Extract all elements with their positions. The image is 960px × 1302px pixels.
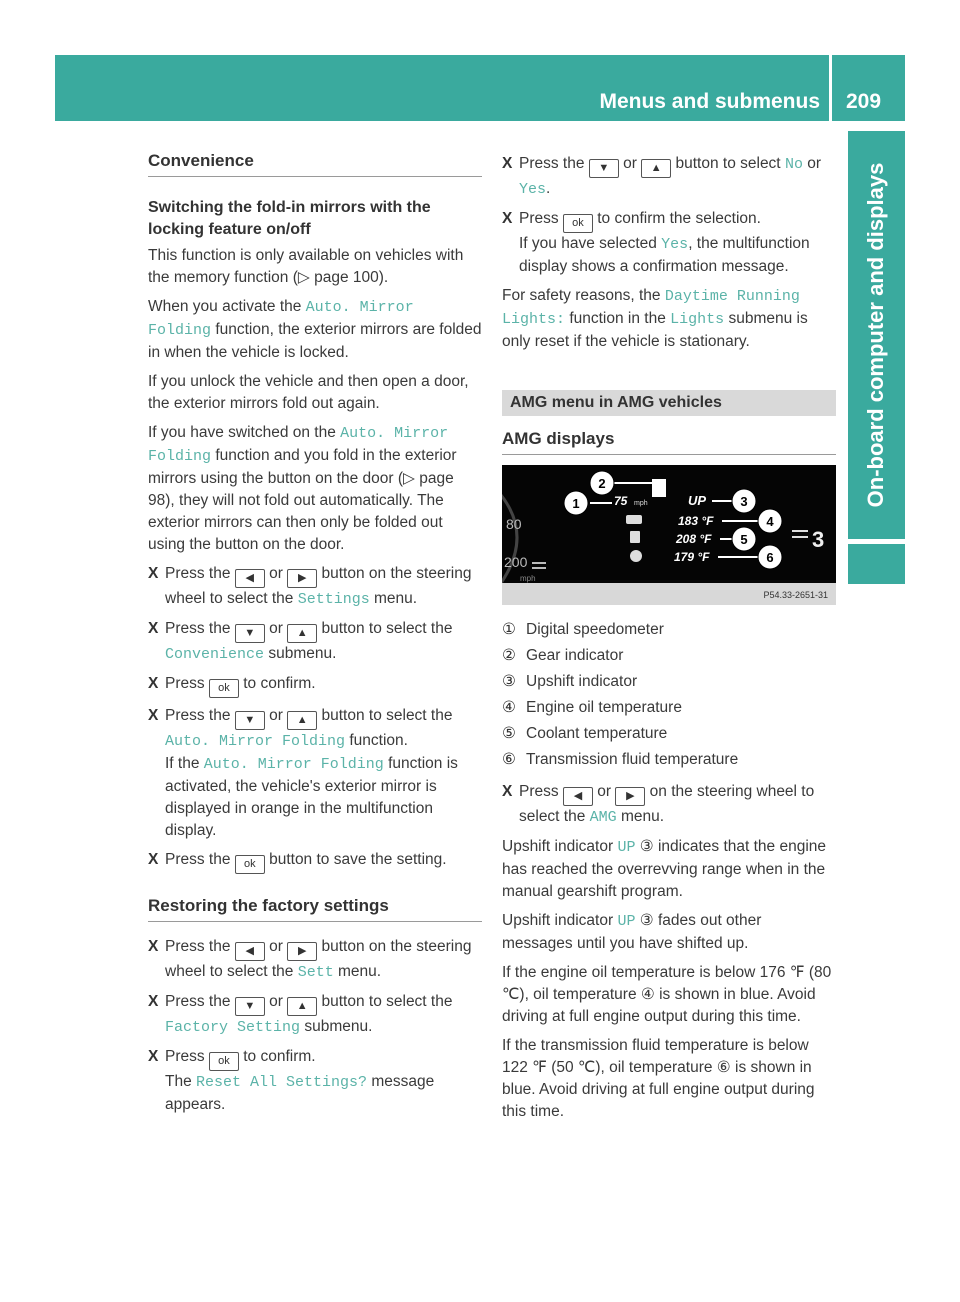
side-tab-label: On-board computer and displays <box>863 162 888 508</box>
section-title-factory-settings: Restoring the factory settings <box>148 895 482 922</box>
left-key-icon: ◀ <box>235 569 265 588</box>
legend-number: ① <box>502 621 516 638</box>
step-arrow-icon: X <box>148 993 159 1010</box>
svg-text:4: 4 <box>766 514 774 529</box>
step-item: X Press the ▼ or ▲ button to select No or Yes. <box>502 155 822 198</box>
subsection-title-fold-in-mirrors: Switching the fold-in mirrors with the locking feature on/off <box>148 199 431 238</box>
page-title: Menus and submenus <box>599 90 820 113</box>
svg-text:5: 5 <box>740 532 748 547</box>
section-title-convenience: Convenience <box>148 150 482 177</box>
right-key-icon: ▶ <box>287 942 317 961</box>
right-gear-digit: 3 <box>812 527 825 552</box>
down-key-icon: ▼ <box>235 997 265 1016</box>
left-column <box>148 150 482 1123</box>
paragraph: Upshift indicator UP ③ indicates that the engine has reached the overrevving range when in the manual gearshift program. <box>502 838 827 900</box>
step-arrow-icon: X <box>148 851 159 868</box>
paragraph: For safety reasons, the Daytime Running Lights: function in the Lights submenu is only reset if the vehicle is stationary. <box>502 287 808 350</box>
left-gauge-200: 200 <box>504 554 528 570</box>
illustration-code: P54.33-2651-31 <box>763 590 828 600</box>
step-item: X Press the ▼ or ▲ button to select the Factory Setting submenu. <box>148 993 453 1036</box>
ok-key-icon: ok <box>563 214 593 233</box>
paragraph: If the engine oil temperature is below 176 ℉ (80 ℃), oil temperature ④ is shown in blue. Avoid driving at full engine output during this time. <box>502 964 832 1025</box>
left-gauge-80: 80 <box>506 516 522 532</box>
speed-unit: mph <box>634 500 648 507</box>
side-tab-marker <box>848 544 905 584</box>
left-gauge-unit: mph <box>520 574 536 583</box>
paragraph: When you activate the Auto. Mirror Folding function, the exterior mirrors are folded in when the vehicle is locked. <box>148 298 482 361</box>
legend-item <box>502 723 836 745</box>
paragraph: Upshift indicator UP ③ fades out other messages until you have shifted up. <box>502 912 762 952</box>
legend-label: Engine oil temperature <box>526 699 682 716</box>
legend-item <box>502 749 836 771</box>
step-arrow-icon: X <box>148 620 159 637</box>
amg-cluster-svg <box>502 465 836 605</box>
step-arrow-icon: X <box>148 1048 159 1065</box>
legend-item <box>502 671 836 693</box>
upshift-indicator: UP <box>688 493 707 508</box>
down-key-icon: ▼ <box>235 711 265 730</box>
step-arrow-icon: X <box>502 210 513 227</box>
paragraph: If you have switched on the Auto. Mirror Folding function and you fold in the exterior mirrors using the button on the door (▷ page 98), they will not fold out automatically. The exterior mirrors can then only be folded out using the button on the door. <box>148 424 457 553</box>
up-key-icon: ▲ <box>287 997 317 1016</box>
step-arrow-icon: X <box>148 565 159 582</box>
ok-key-icon: ok <box>235 855 265 874</box>
legend-label: Upshift indicator <box>526 673 638 690</box>
legend-label: Gear indicator <box>526 647 624 664</box>
digital-speed: 75 <box>614 494 628 508</box>
step-item: X Press ok to confirm. <box>148 673 482 698</box>
paragraph: This function is only available on vehicles with the memory function (▷ page 100). <box>148 247 464 286</box>
legend-number: ⑤ <box>502 725 516 742</box>
section-title-amg-menu: AMG menu in AMG vehicles <box>502 390 836 416</box>
down-key-icon: ▼ <box>235 624 265 643</box>
step-item: X Press ◀ or ▶ on the steering wheel to select the AMG menu. <box>502 783 815 826</box>
step-arrow-icon: X <box>148 707 159 724</box>
step-item: X Press the ▼ or ▲ button to select the Convenience submenu. <box>148 620 453 663</box>
legend-number: ③ <box>502 673 516 690</box>
step-arrow-icon: X <box>148 938 159 955</box>
legend-label: Coolant temperature <box>526 725 668 742</box>
svg-text:6: 6 <box>766 550 774 565</box>
legend-item <box>502 697 836 719</box>
right-key-icon: ▶ <box>615 787 645 806</box>
legend-number: ④ <box>502 699 516 716</box>
paragraph: If the transmission fluid temperature is below 122 ℉ (50 ℃), oil temperature ⑥ is shown in blue. Avoid driving at full engine output during this time. <box>502 1037 815 1120</box>
ok-key-icon: ok <box>209 679 239 698</box>
step-arrow-icon: X <box>502 783 513 800</box>
right-column <box>502 153 836 1130</box>
step-item: X Press ok to confirm. The Reset All Settings? message appears. <box>148 1048 435 1113</box>
amg-cluster-illustration <box>502 465 836 605</box>
legend-label: Digital speedometer <box>526 621 664 638</box>
step-arrow-icon: X <box>502 155 513 172</box>
coolant-temperature: 208 °F <box>676 532 712 546</box>
legend-item <box>502 645 836 667</box>
step-item: X Press the ▼ or ▲ button to select the Auto. Mirror Folding function. If the Auto. Mirror Folding function is activated, the vehicle's exterior mirror is displayed in orange in the multifunction display. <box>148 707 458 839</box>
transmission-temperature: 179 °F <box>674 550 710 564</box>
left-key-icon: ◀ <box>563 787 593 806</box>
up-key-icon: ▲ <box>641 159 671 178</box>
step-item: X Press ok to confirm the selection. If you have selected Yes, the multifunction display shows a confirmation message. <box>502 210 810 275</box>
legend-item <box>502 619 836 641</box>
left-key-icon: ◀ <box>235 942 265 961</box>
legend-number: ② <box>502 647 516 664</box>
section-title-amg-displays: AMG displays <box>502 428 836 455</box>
svg-text:3: 3 <box>740 494 748 509</box>
ok-key-icon: ok <box>209 1052 239 1071</box>
step-arrow-icon: X <box>148 675 159 692</box>
up-key-icon: ▲ <box>287 624 317 643</box>
oil-temperature: 183 °F <box>678 514 714 528</box>
right-key-icon: ▶ <box>287 569 317 588</box>
paragraph: If you unlock the vehicle and then open a door, the exterior mirrors fold out again. <box>148 373 469 412</box>
legend-number: ⑥ <box>502 751 516 768</box>
header-divider <box>829 55 832 121</box>
legend-list <box>502 619 836 771</box>
step-item: X Press the ok button to save the setting. <box>148 849 482 874</box>
up-key-icon: ▲ <box>287 711 317 730</box>
legend-label: Transmission fluid temperature <box>526 751 739 768</box>
svg-text:1: 1 <box>572 496 580 511</box>
page-number: 209 <box>846 90 882 113</box>
step-item: X Press the ◀ or ▶ button on the steering wheel to select the Sett menu. <box>148 938 472 981</box>
svg-text:2: 2 <box>598 476 606 491</box>
down-key-icon: ▼ <box>589 159 619 178</box>
step-item: X Press the ◀ or ▶ button on the steering wheel to select the Settings menu. <box>148 565 472 608</box>
